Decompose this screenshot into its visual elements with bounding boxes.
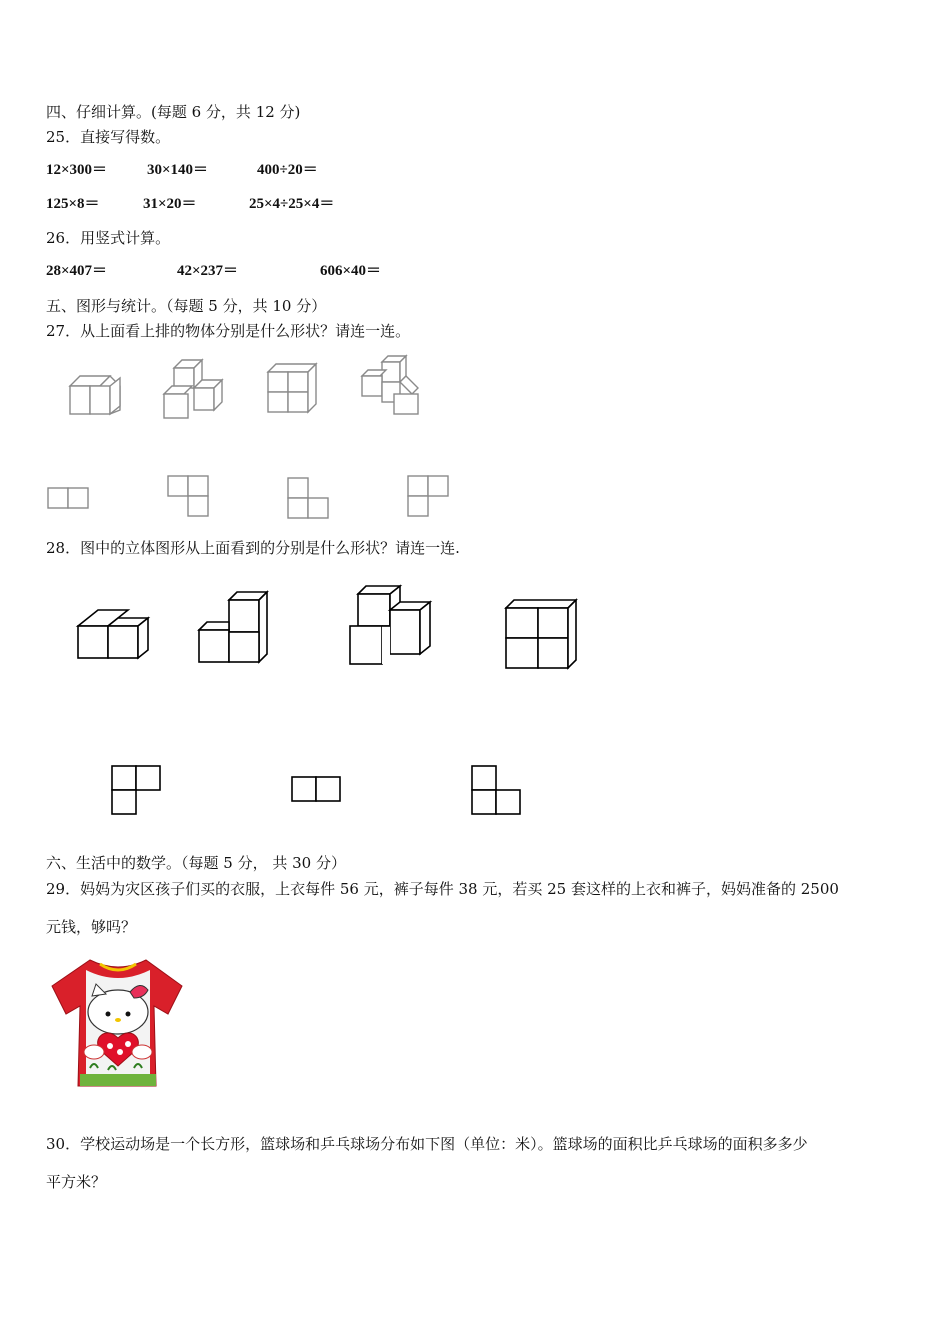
- q25-expression: 12×300＝: [46, 162, 108, 178]
- q28-top-view-3: [470, 764, 524, 816]
- question-27-label: 27．从上面看上排的物体分别是什么形状？请连一连。: [46, 322, 411, 340]
- q27-solid-3: [264, 362, 324, 417]
- section-4-heading: 四、仔细计算。(每题 6 分，共 12 分): [46, 103, 301, 121]
- q27-solid-4: [358, 354, 428, 419]
- q25-expression: 30×140＝: [147, 162, 209, 178]
- q27-solid-1: [66, 372, 126, 417]
- q27-top-view-3: [286, 476, 332, 522]
- q27-top-view-2: [166, 474, 212, 520]
- question-26-label: 26．用竖式计算。: [46, 229, 171, 247]
- t-shirt-illustration: [50, 956, 186, 1090]
- section-6-heading: 六、生活中的数学。（每题 5 分， 共 30 分）: [46, 854, 346, 872]
- question-30-line-1: 30．学校运动场是一个长方形，篮球场和乒乓球场分布如下图（单位：米）。篮球场的面积比乒乓球场的面积多多少: [46, 1135, 808, 1153]
- q26-expression: 606×40＝: [320, 263, 382, 279]
- q27-top-view-1: [46, 486, 92, 510]
- q28-solid-3: [348, 584, 434, 668]
- q28-solid-4: [504, 598, 580, 674]
- q28-top-view-1: [110, 764, 164, 816]
- q26-expression: 42×237＝: [177, 263, 239, 279]
- q28-solid-2: [197, 590, 273, 666]
- question-25-label: 25．直接写得数。: [46, 128, 171, 146]
- section-5-heading: 五、图形与统计。（每题 5 分，共 10 分）: [46, 297, 327, 315]
- q25-expression: 125×8＝: [46, 196, 100, 212]
- q26-expression: 28×407＝: [46, 263, 108, 279]
- q27-solid-2: [160, 358, 230, 423]
- q27-top-view-4: [406, 474, 452, 520]
- question-28-label: 28．图中的立体图形从上面看到的分别是什么形状？请连一连.: [46, 539, 460, 557]
- q25-expression: 25×4÷25×4＝: [249, 196, 335, 212]
- q25-expression: 400÷20＝: [257, 162, 318, 178]
- question-29-line-1: 29．妈妈为灾区孩子们买的衣服，上衣每件 56 元，裤子每件 38 元，若买 25 套这样的上衣和裤子，妈妈准备的 2500: [46, 880, 839, 898]
- q28-solid-1: [76, 606, 152, 662]
- q25-expression: 31×20＝: [143, 196, 197, 212]
- q28-top-view-2: [290, 775, 344, 803]
- question-30-line-2: 平方米？: [46, 1173, 107, 1191]
- question-29-line-2: 元钱，够吗？: [46, 918, 137, 936]
